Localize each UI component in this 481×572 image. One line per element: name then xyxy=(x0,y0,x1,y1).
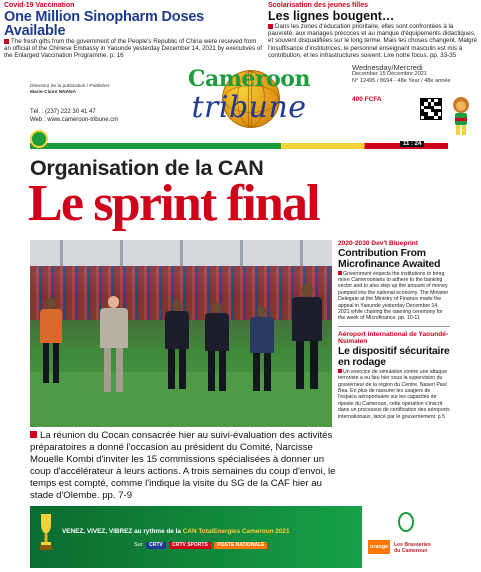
channel-chip: POSTE NATIONALE xyxy=(214,542,267,549)
publisher-label: Directeur de la publication / Publisher: xyxy=(30,84,111,89)
contact-web[interactable]: Web : www.cameroon-tribune.cm xyxy=(30,117,119,123)
main-kicker: Organisation de la CAN xyxy=(30,156,264,180)
teaser-headline: Les lignes bougent… xyxy=(268,9,395,23)
main-caption-text: La réunion du Cocan consacrée hier au suivi-évaluation des activités préparatoires a donné l'occasion au président du Comité, Narcisse Mouelle Kombi d'inviter les 15 commissions spécialisées à donner un coup d'accélérateur à leurs actions. A trois semaines du coup d'envoi, le temps est compté, comme l'indique la visite du SG de la CAF hier au stade d'Olembe. pp. 7-9 xyxy=(30,430,336,501)
advertisement-banner[interactable] xyxy=(30,506,450,568)
federation-logo-icon xyxy=(398,512,414,532)
article-body xyxy=(338,271,450,322)
orange-logo: orange xyxy=(368,540,390,554)
sponsor-panel xyxy=(366,506,450,568)
brasseries-logo xyxy=(394,542,431,554)
article-kicker: Aéroport international de Yaoundé-Nsimalen xyxy=(338,330,449,346)
main-headline[interactable]: Le sprint final xyxy=(28,175,319,232)
logo-wordmark-top: Cameroon xyxy=(188,66,310,92)
bullet-square-icon xyxy=(30,431,37,438)
contact-info xyxy=(30,108,118,124)
teaser-vaccination[interactable] xyxy=(4,2,262,60)
logo-wordmark-bottom: tribune xyxy=(191,90,307,125)
column-divider xyxy=(338,326,450,327)
teaser-body-text: The fresh gifts from the government of the People's Republic of China were received from an official of the Chinese Embassy in Yaounde yesterday December 14, 2021 by executives of the Enlarged Vaccination Programme. p. 16 xyxy=(4,38,262,60)
bullet-square-icon xyxy=(4,39,9,44)
article-airport-security[interactable] xyxy=(338,331,450,420)
teaser-body xyxy=(4,38,262,60)
publisher-name: Marie-Claire NNANA xyxy=(30,90,77,95)
can-emblem-icon xyxy=(30,130,48,148)
article-body-text: Un exercice de simulation contre une attaque terroriste a eu lieu hier sous la supervision du gouverneur de la région du Centre, Naseri Paul Bea. En plus de rassurer les usagers de l'espace aéroportuaire sur les capacités de riposte du Cameroun, cette opération s'inscrit dans un processus de certification des aéroports internationaux, lancé par le gouvernement. p.5 xyxy=(338,368,450,420)
bullet-square-icon xyxy=(338,369,342,373)
banner-highlight: CAN TotalEnergies Cameroun 2021 xyxy=(182,528,290,535)
teaser-kicker: Scolarisation des jeunes filles xyxy=(268,2,368,9)
publisher-info xyxy=(30,84,111,96)
bullet-square-icon xyxy=(338,271,342,275)
teaser-body-text: Dans les zones d'éducation prioritaire, elles sont confrontées à la pauvreté, aux mariages précoces et au manque d'équipements didactiques, et souvent disqualifiées sur le long terme. Mais les choses changent. Malgré l'insuffisance d'institutrices, le personnel enseignant masculin est mis à contribution, et les infrastructures suivent. Lire notre focus. pp. 33-35 xyxy=(268,23,478,59)
main-photo[interactable] xyxy=(30,240,332,427)
article-title: Le dispositif sécuritaire en rodage xyxy=(338,345,450,368)
issue-price: 400 FCFA xyxy=(352,95,382,103)
issue-date: December 15 Décembre 2021 xyxy=(352,71,427,78)
article-body-text: Government expects the institutions to bring more Cameroonians to adhere to the banking sector and to also step up the amount of money pumped into the national economy. The Minister Delegate at the Ministry of Finance made the appeal in Yaounde yesterday December 14, 2021 while chairing the opening ceremony for the week of Microfinance. pp. 10-11 xyxy=(338,270,449,322)
bullet-square-icon xyxy=(268,24,273,29)
stadium-roof xyxy=(30,240,332,266)
trophy-icon xyxy=(38,512,54,552)
brasseries-line1: Les Brasseries xyxy=(394,542,431,548)
banner-headline xyxy=(62,528,362,535)
banner-channels xyxy=(134,542,267,549)
teaser-body xyxy=(268,23,478,59)
banner-lead: VENEZ, VIVEZ, VIBREZ au rythme de la xyxy=(62,528,183,535)
issue-day: Wednesday/Mercredi xyxy=(352,63,423,72)
banner-green-panel xyxy=(30,506,362,568)
article-kicker: 2020-2030 Dev't Blueprint xyxy=(338,240,418,247)
issue-number: N° 12495 / 8694 - 48e Year / 48e année xyxy=(352,78,451,85)
brasseries-line2: du Cameroun xyxy=(394,548,428,554)
right-column xyxy=(338,240,450,420)
main-caption xyxy=(30,430,336,502)
masthead-logo xyxy=(164,64,334,134)
can-color-band xyxy=(30,143,448,149)
can-countdown: 11 : 24 xyxy=(400,141,424,147)
contact-tel: Tél. : (237) 222 30 41 47 xyxy=(30,109,96,115)
banner-sub-label: Sur xyxy=(134,542,143,548)
teaser-headline: One Million Sinopharm Doses Available xyxy=(4,9,205,39)
channel-chip: CRTV xyxy=(146,542,166,549)
article-title: Contribution From Microfinance Awaited xyxy=(338,247,441,270)
article-microfinance[interactable] xyxy=(338,240,450,322)
channel-chip: CRTV SPORTS xyxy=(169,542,211,549)
qr-code-icon[interactable] xyxy=(420,98,442,120)
teaser-scolarisation[interactable] xyxy=(268,2,478,59)
article-body xyxy=(338,369,450,420)
mascot-lion-icon xyxy=(448,96,474,138)
teaser-kicker: Covid-19 Vaccination xyxy=(4,2,75,9)
